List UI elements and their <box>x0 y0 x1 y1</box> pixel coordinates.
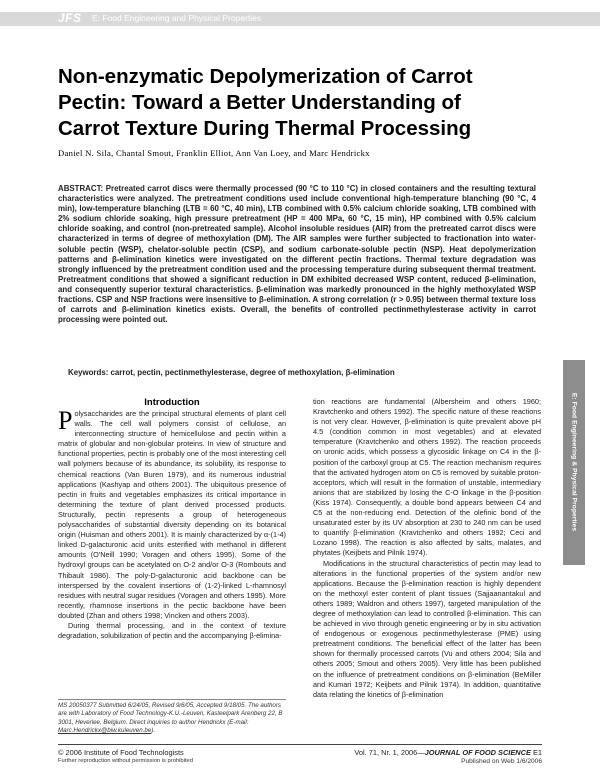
body-paragraph: tion reactions are fundamental (Albersheim and others 1960; Kravtchenko and others 1992). The specific nature of these reactions is not very clear. However, β-elimination is quite prevalent above pH 4.5 (condition common in most vegetables) and at elevated temperature (Kravtchenko and others 1992). The reaction proceeds on uronic acids, which possess a glycosidic linkage on C4 in the β-position of the carboxyl group at C5. The reaction mechanism requires that the activated hydrogen atom on C5 is removed by suitable proton-acceptors, which will result in the formation of unstable, intermediary anions that are stabilized by losing the C-O linkage in the β-position (Kiss 1974). Consequently, a double bond appears between C4 and C5 at the non-reducing end. Detection of the olefinic bond of the unsaturated ester by its UV absorption at 230 to 240 nm can be used to quantify β-elimination (Kravtchenko and others 1992; Ceci and Lozano 1998). The reaction is also affected by salts, malates, and phytates (Keijbets and Pilnik 1974). <box>313 397 541 558</box>
body-paragraph: Modifications in the structural characteristics of pectin may lead to alterations in the functional properties of the system and/or new applications. Because the β-elimination reaction is highly dependent on the methoxyl ester content of plant tissues (Sajjaanantakul and others 1989; Waldron and others 1997), targeted manipulation of the degree of methoxylation can lead to controlled β-elimination. This can be achieved in vivo through genetic engineering or by in situ activation of endogenous or exogenous pectinmethylesterase (PME) using pretreatment conditions. The beneficial effect of the latter has been shown for thermally processed carrots (Vu and others 2004; Sila and others 2005; Smout and others 2005). Very little has been published on the influence of pretreatment conditions on β-elimination (BeMiller and Kumari 1972; Keijbets and Pilnik 1974). In addition, quantitative data relating the kinetics of β-elimination <box>313 558 541 699</box>
abstract-text: Pretreated carrot discs were thermally processed (90 °C to 110 °C) in closed containers and the resulting textural characteristics were analyzed. The pretreatment conditions used include conventional high-temperature blanching (90 °C, 4 min), low-temperature blanching (LTB = 60 °C, 40 min), LTB combined with 0.5% calcium chloride soaking, LTB combined with 2% sodium chloride soaking, high pressure pretreatment (HP = 400 MPa, 60 °C, 15 min), HP combined with 0.5% calcium chloride soaking, and control (non-pretreated sample). Alcohol insoluble residues (AIR) from the pretreated carrot discs were characterized in terms of degree of methoxylation (DM). The AIR samples were further subjected to fractionation into water-soluble pectin (WSP), chelator-soluble pectin (CSP), and sodium carbonate-soluble pectin (NSP). Heat depolymerization patterns and β-elimination kinetics were investigated on the different pectin fractions. Thermal texture degradation was strongly influenced by the pretreatment condition used and the processing temperature during subsequent thermal treatment. Pretreatment conditions that showed a significant reduction in DM exhibited decreased WSP content, reduced β-elimination, and consequently superior textural characteristics. β-elimination was markedly pronounced in the highly methoxylated WSP fractions. CSP and NSP fractions were insensitive to β-elimination. A strong correlation (r > 0.95) between thermal texture loss of carrots and β-elimination kinetics exists. Overall, the benefits of controlled pectinmethylesterase activity in carrot processing were pointed out. <box>58 184 536 325</box>
author-list: Daniel N. Sila, Chantal Smout, Franklin Elliot, Ann Van Loey, and Marc Hendrickx <box>58 148 370 158</box>
body-column-right <box>313 397 541 700</box>
body-paragraph: Polysaccharides are the principal structural elements of plant cell walls. The cell wall polymers consist of cellulose, an interconnecting structure of hemicellulose and pectin within a matrix of globular and non-globular proteins. In view of structure and functional properties, pectin is probably one of the most interesting cell wall polymers because of its abundance, its solubility, its response to chemical reactions (Van Buren 1979), and its numerous industrial applications (Kashyap and others 2001). The ubiquitous presence of pectin in fruits and vegetables emphasizes its critical importance in determining the texture of plant derived processed products. Structurally, pectin represents a group of heterogeneous polysaccharides of substantial diversity depending on its botanical origin (Huisman and others 2001). It is mainly characterized by α-(1-4) linked D-galacturonic acid units esterified with methanol in different amounts (O'Neill 1990; Voragen and others 1995). Some of the hydroxyl groups can be acetylated on O-2 and/or O-3 (Rombouts and Thibault 1986). The poly-D-galacturonic acid backbone can be interspersed by the covalent insertions of (1-2)-linked L-rhamnosyl residues with neutral sugar residues (Voragen and others 1995). More recently, rhamnose insertions in the pectic backbone have been doubted (Zhan and others 1998; Vincken and others 2003). <box>58 406 286 620</box>
section-label: E: Food Engineering and Physical Properties <box>92 13 262 23</box>
journal-citation <box>354 748 542 757</box>
keywords: Keywords: carrot, pectin, pectinmethylesterase, degree of methoxylation, β-elimination <box>68 368 395 377</box>
body-column-left <box>58 406 286 641</box>
abstract <box>58 184 536 325</box>
intro-heading: Introduction <box>144 397 200 408</box>
footnote-divider <box>58 699 286 700</box>
side-tab-label: E: Food Engineering & Physical Properties <box>570 392 578 532</box>
page-number: E1 <box>532 748 542 757</box>
journal-name: JOURNAL OF FOOD SCIENCE <box>424 748 531 757</box>
volume-info: Vol. 71, Nr. 1, 2006— <box>354 748 425 757</box>
header-bar <box>0 12 600 26</box>
published-date: Published on Web 1/6/2006 <box>461 758 542 765</box>
abstract-label: ABSTRACT: <box>58 184 104 193</box>
title-line: Pectin: Toward a Better Understanding of <box>58 91 461 114</box>
copyright: © 2006 Institute of Food Technologists <box>58 748 184 757</box>
drop-cap: P <box>58 406 73 435</box>
title-line: Carrot Texture During Thermal Processing <box>58 117 472 140</box>
article-footnote: MS 20050377 Submitted 6/24/05, Revised 9/6/05, Accepted 9/18/05. The authors are with Laboratory of Food Technology-K.U.-Leuven, Kasteelpark Arenberg 22, B 3001, Heverlee, Belgium. Direct inquiries to author Hendrickx (E-mail: Marc.Hendrickx@biw.kuleuven.be). <box>58 702 283 734</box>
author-email-link[interactable]: Marc.Hendrickx@biw.kuleuven.be <box>58 726 152 734</box>
journal-logo: JFS <box>58 11 82 25</box>
body-paragraph: During thermal processing, and in the context of texture degradation, solubilization of pectin and the accompanying β-elimina- <box>58 620 286 641</box>
footer-divider <box>58 744 542 745</box>
permission-notice: Further reproduction without permission is prohibited <box>58 758 194 764</box>
article-title <box>58 64 538 142</box>
title-line: Non-enzymatic Depolymerization of Carrot <box>58 65 473 88</box>
